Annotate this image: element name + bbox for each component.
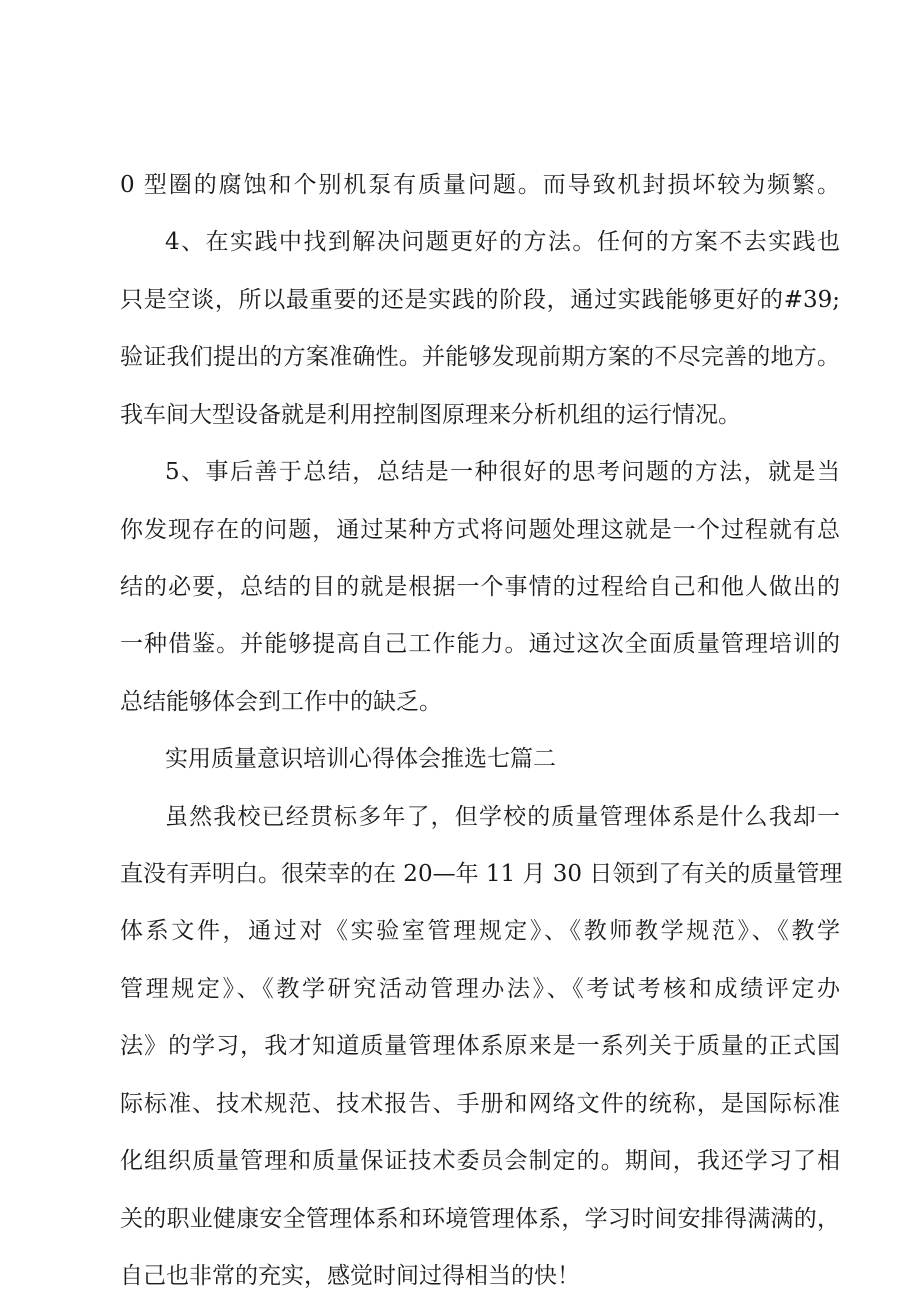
paragraph-line: 体系文件，通过对《实验室管理规定》、《教师教学规范》、《教学 <box>120 918 840 944</box>
paragraph-line: 自己也非常的充实，感觉时间过得相当的快！ <box>120 1263 580 1289</box>
paragraph-line: 4、在实践中找到解决问题更好的方法。任何的方案不去实践也 <box>165 229 840 255</box>
paragraph-line: 总结能够体会到工作中的缺乏。 <box>120 689 442 715</box>
paragraph-line: 直没有弄明白。很荣幸的在 20—年 11 月 30 日领到了有关的质量管理 <box>120 861 843 887</box>
paragraph-line: 我车间大型设备就是利用控制图原理来分析机组的运行情况。 <box>120 402 741 428</box>
paragraph-line: 只是空谈，所以最重要的还是实践的阶段，通过实践能够更好的#39; <box>120 287 840 313</box>
paragraph-line: 结的必要，总结的目的就是根据一个事情的过程给自己和他人做出的 <box>120 574 840 600</box>
paragraph-line: 管理规定》、《教学研究活动管理办法》、《考试考核和成绩评定办 <box>120 976 840 1002</box>
section-heading: 实用质量意识培训心得体会推选七篇二 <box>165 746 556 772</box>
paragraph-line: 一种借鉴。并能够提高自己工作能力。通过这次全面质量管理培训的 <box>120 631 840 657</box>
paragraph-line: 际标准、技术规范、技术报告、手册和网络文件的统称，是国际标准 <box>120 1091 840 1117</box>
paragraph-line: 关的职业健康安全管理体系和环境管理体系，学习时间安排得满满的， <box>120 1206 840 1232</box>
paragraph-line: 5、事后善于总结，总结是一种很好的思考问题的方法，就是当 <box>165 459 840 485</box>
paragraph-line: 0 型圈的腐蚀和个别机泵有质量问题。而导致机封损坏较为频繁。 <box>120 172 840 198</box>
paragraph-line: 验证我们提出的方案准确性。并能够发现前期方案的不尽完善的地方。 <box>120 344 840 370</box>
paragraph-line: 法》的学习，我才知道质量管理体系原来是一系列关于质量的正式国 <box>120 1033 840 1059</box>
paragraph-line: 化组织质量管理和质量保证技术委员会制定的。期间，我还学习了相 <box>120 1148 840 1174</box>
paragraph-line: 虽然我校已经贯标多年了，但学校的质量管理体系是什么我却一 <box>165 804 840 830</box>
paragraph-line: 你发现存在的问题，通过某种方式将问题处理这就是一个过程就有总 <box>120 517 840 543</box>
